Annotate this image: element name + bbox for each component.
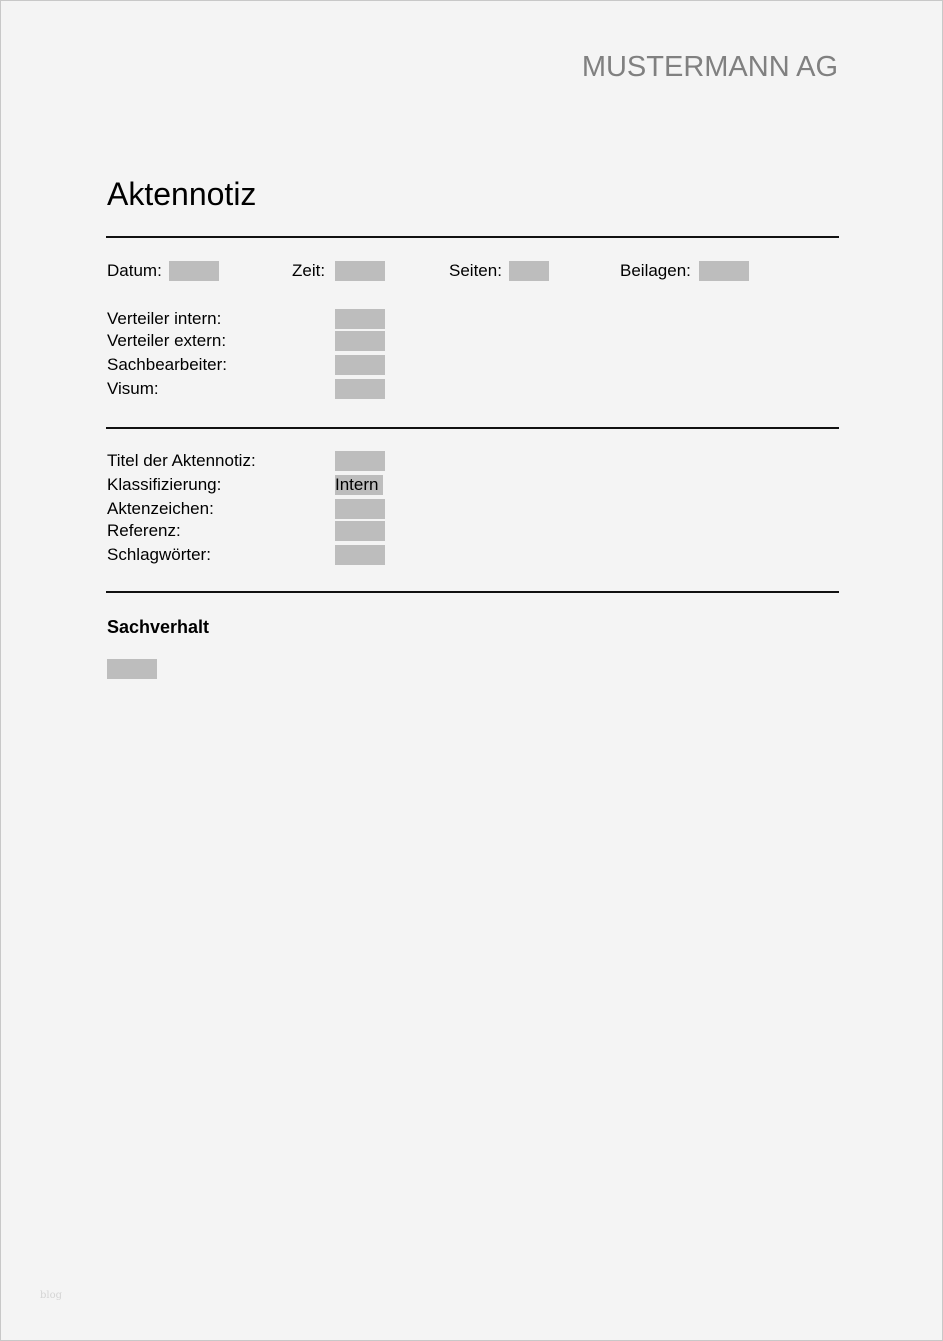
watermark: blog: [40, 1290, 63, 1301]
sachverhalt-field[interactable]: [107, 659, 157, 679]
zeit-field[interactable]: [335, 261, 385, 281]
verteiler-intern-field[interactable]: [335, 309, 385, 329]
seiten-field[interactable]: [509, 261, 549, 281]
aktenzeichen-label: Aktenzeichen:: [107, 499, 214, 518]
sachbearbeiter-label: Sachbearbeiter:: [107, 355, 228, 374]
section-heading: Sachverhalt: [107, 617, 210, 637]
zeit-label: Zeit:: [292, 261, 326, 280]
divider: [106, 236, 839, 238]
sachbearbeiter-field[interactable]: [335, 355, 385, 375]
beilagen-field[interactable]: [699, 261, 749, 281]
page-title: Aktennotiz: [107, 176, 257, 212]
referenz-field[interactable]: [335, 521, 385, 541]
verteiler-extern-field[interactable]: [335, 331, 385, 351]
seiten-label: Seiten:: [449, 261, 502, 280]
aktenzeichen-field[interactable]: [335, 499, 385, 519]
klassifizierung-field[interactable]: Intern: [335, 475, 383, 495]
datum-label: Datum:: [107, 261, 162, 280]
titel-field[interactable]: [335, 451, 385, 471]
beilagen-label: Beilagen:: [620, 261, 691, 280]
datum-field[interactable]: [169, 261, 219, 281]
visum-field[interactable]: [335, 379, 385, 399]
verteiler-intern-label: Verteiler intern:: [107, 309, 222, 328]
visum-label: Visum:: [107, 379, 159, 398]
company-name: MUSTERMANN AG: [581, 51, 838, 83]
divider: [106, 591, 839, 593]
schlagwoerter-field[interactable]: [335, 545, 385, 565]
verteiler-extern-label: Verteiler extern:: [107, 331, 227, 350]
referenz-label: Referenz:: [107, 521, 181, 540]
divider: [106, 427, 839, 429]
titel-label: Titel der Aktennotiz:: [107, 451, 256, 470]
schlagwoerter-label: Schlagwörter:: [107, 545, 211, 564]
klassifizierung-label: Klassifizierung:: [107, 475, 222, 494]
